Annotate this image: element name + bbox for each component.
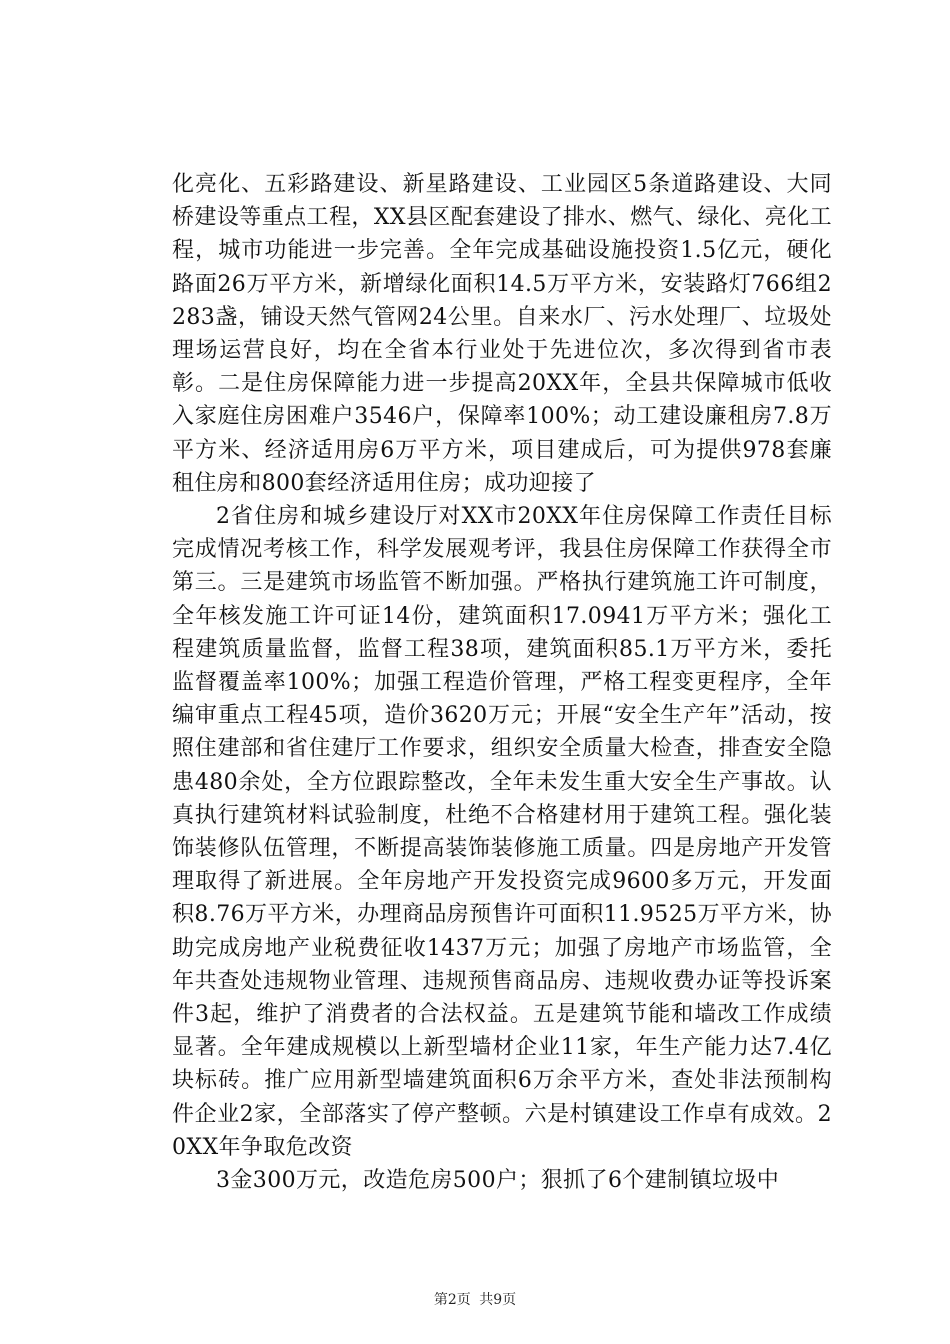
document-body [172,168,832,1197]
page-footer [0,1290,950,1310]
paragraph-3: 3金300万元，改造危房500户；狠抓了6个建制镇垃圾中 [216,1168,780,1194]
paragraph-1: 化亮化、五彩路建设、新星路建设、工业园区5条道路建设、大同桥建设等重点工程，XX县区配套建设了排水、燃气、绿化、亮化工程，城市功能进一步完善。全年完成基础设施投资1.5亿元，硬化路面26万平方米，新增绿化面积14.5万平方米，安装路灯766组2283盏，铺设天然气管网24公里。自来水厂、污水处理厂、垃圾处理场运营良好，均在全省本行业处于先进位次，多次得到省市表彰。二是住房保障能力进一步提高20XX年，全县共保障城市低收入家庭住房困难户3546户，保障率100%；动工建设廉租房7.8万平方米、经济适用房6万平方米，项目建成后，可为提供978套廉租住房和800套经济适用住房；成功迎接了 [172,172,832,496]
page-number: 第2页 [433,1292,471,1308]
page-total: 共9页 [479,1292,517,1308]
paragraph-2: 2省住房和城乡建设厅对XX市20XX年住房保障工作责任目标完成情况考核工作，科学发展观考评，我县住房保障工作获得全市第三。三是建筑市场监管不断加强。严格执行建筑施工许可制度，全年核发施工许可证14份，建筑面积17.0941万平方米；强化工程建筑质量监督，监督工程38项，建筑面积85.1万平方米，委托监督覆盖率100%；加强工程造价管理，严格工程变更程序，全年编审重点工程45项，造价3620万元；开展“安全生产年”活动，按照住建部和省住建厅工作要求，组织安全质量大检查，排查安全隐患480余处，全方位跟踪整改，全年未发生重大安全生产事故。认真执行建筑材料试验制度，杜绝不合格建材用于建筑工程。强化装饰装修队伍管理，不断提高装饰装修施工质量。四是房地产开发管理取得了新进展。全年房地产开发投资完成9600多万元，开发面积8.76万平方米，办理商品房预售许可面积11.9525万平方米，协助完成房地产业税费征收1437万元；加强了房地产市场监管，全年共查处违规物业管理、违规预售商品房、违规收费办证等投诉案件3起，维护了消费者的合法权益。五是建筑节能和墙改工作成绩显著。全年建成规模以上新型墙材企业11家，年生产能力达7.4亿块标砖。推广应用新型墙建筑面积6万余平方米，查处非法预制构件企业2家，全部落实了停产整顿。六是村镇建设工作卓有成效。20XX年争取危改资 [172,504,832,1160]
